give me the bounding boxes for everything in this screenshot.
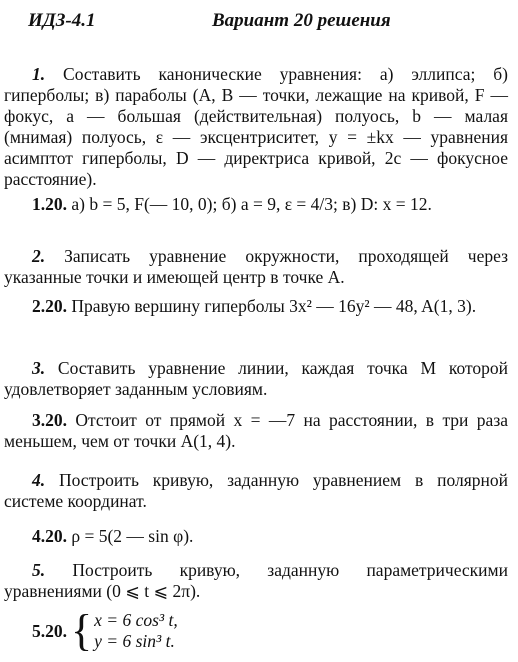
task-5-answer-number: 5.20. — [32, 620, 67, 641]
task-2-answer-number: 2.20. — [32, 296, 67, 316]
task-5-number: 5. — [32, 560, 46, 580]
task-4-answer — [4, 526, 508, 547]
task-5-answer — [32, 606, 178, 655]
task-1-answer-number: 1.20. — [32, 194, 67, 214]
task-4-text: Построить кривую, заданную уравнением в полярной системе координат. — [4, 470, 508, 511]
task-3-answer-text: Отстоит от прямой x = —7 на расстоянии, в три раза меньшем, чем от точки A(1, 4). — [4, 410, 508, 451]
task-2-answer — [4, 296, 508, 317]
task-2-number: 2. — [32, 246, 46, 266]
task-1-answer-text: а) b = 5, F(— 10, 0); б) a = 9, ε = 4/3; в) D: x = 12. — [67, 194, 432, 214]
task-4-number: 4. — [32, 470, 46, 490]
task-3-answer-number: 3.20. — [32, 410, 67, 430]
task-3-statement — [4, 358, 508, 400]
task-2-text: Записать уравнение окружности, проходящей через указанные точки и имеющей центр в точке A. — [4, 246, 508, 287]
task-1-statement — [4, 64, 508, 190]
task-1-number: 1. — [32, 64, 46, 84]
task-5-statement — [4, 560, 508, 602]
task-4-statement — [4, 470, 508, 512]
task-3-text: Составить уравнение линии, каждая точка M которой удовлетворяет заданным условиям. — [4, 358, 508, 399]
page-header — [28, 10, 391, 32]
parametric-x-equation: x = 6 cos³ t, — [94, 610, 178, 630]
task-1-answer — [4, 194, 508, 215]
task-1-text: Составить канонические уравнения: а) эллипса; б) гиперболы; в) параболы (A, B — точки, лежащие на кривой, F — фокус, a — большая (действительная) полуось, b — малая (мнимая) полуось, ε — эксцентриситет, y = ±kx — уравнения асимптот гиперболы, D — директриса кривой, 2c — фокусное расстояние). — [4, 64, 508, 189]
task-2-statement — [4, 246, 508, 288]
task-3-number: 3. — [32, 358, 46, 378]
variant-title: Вариант 20 решения — [212, 10, 391, 31]
system-brace: { — [71, 606, 93, 655]
task-2-answer-text: Правую вершину гиперболы 3x² — 16y² — 48, A(1, 3). — [67, 296, 477, 316]
parametric-system — [94, 610, 178, 652]
task-4-answer-number: 4.20. — [32, 526, 67, 546]
document-title: ИДЗ-4.1 — [28, 10, 96, 31]
task-3-answer — [4, 410, 508, 452]
task-5-text: Построить кривую, заданную параметрическими уравнениями (0 ⩽ t ⩽ 2π). — [4, 560, 508, 601]
parametric-y-equation: y = 6 sin³ t. — [94, 631, 175, 651]
task-4-answer-text: ρ = 5(2 — sin φ). — [67, 526, 194, 546]
